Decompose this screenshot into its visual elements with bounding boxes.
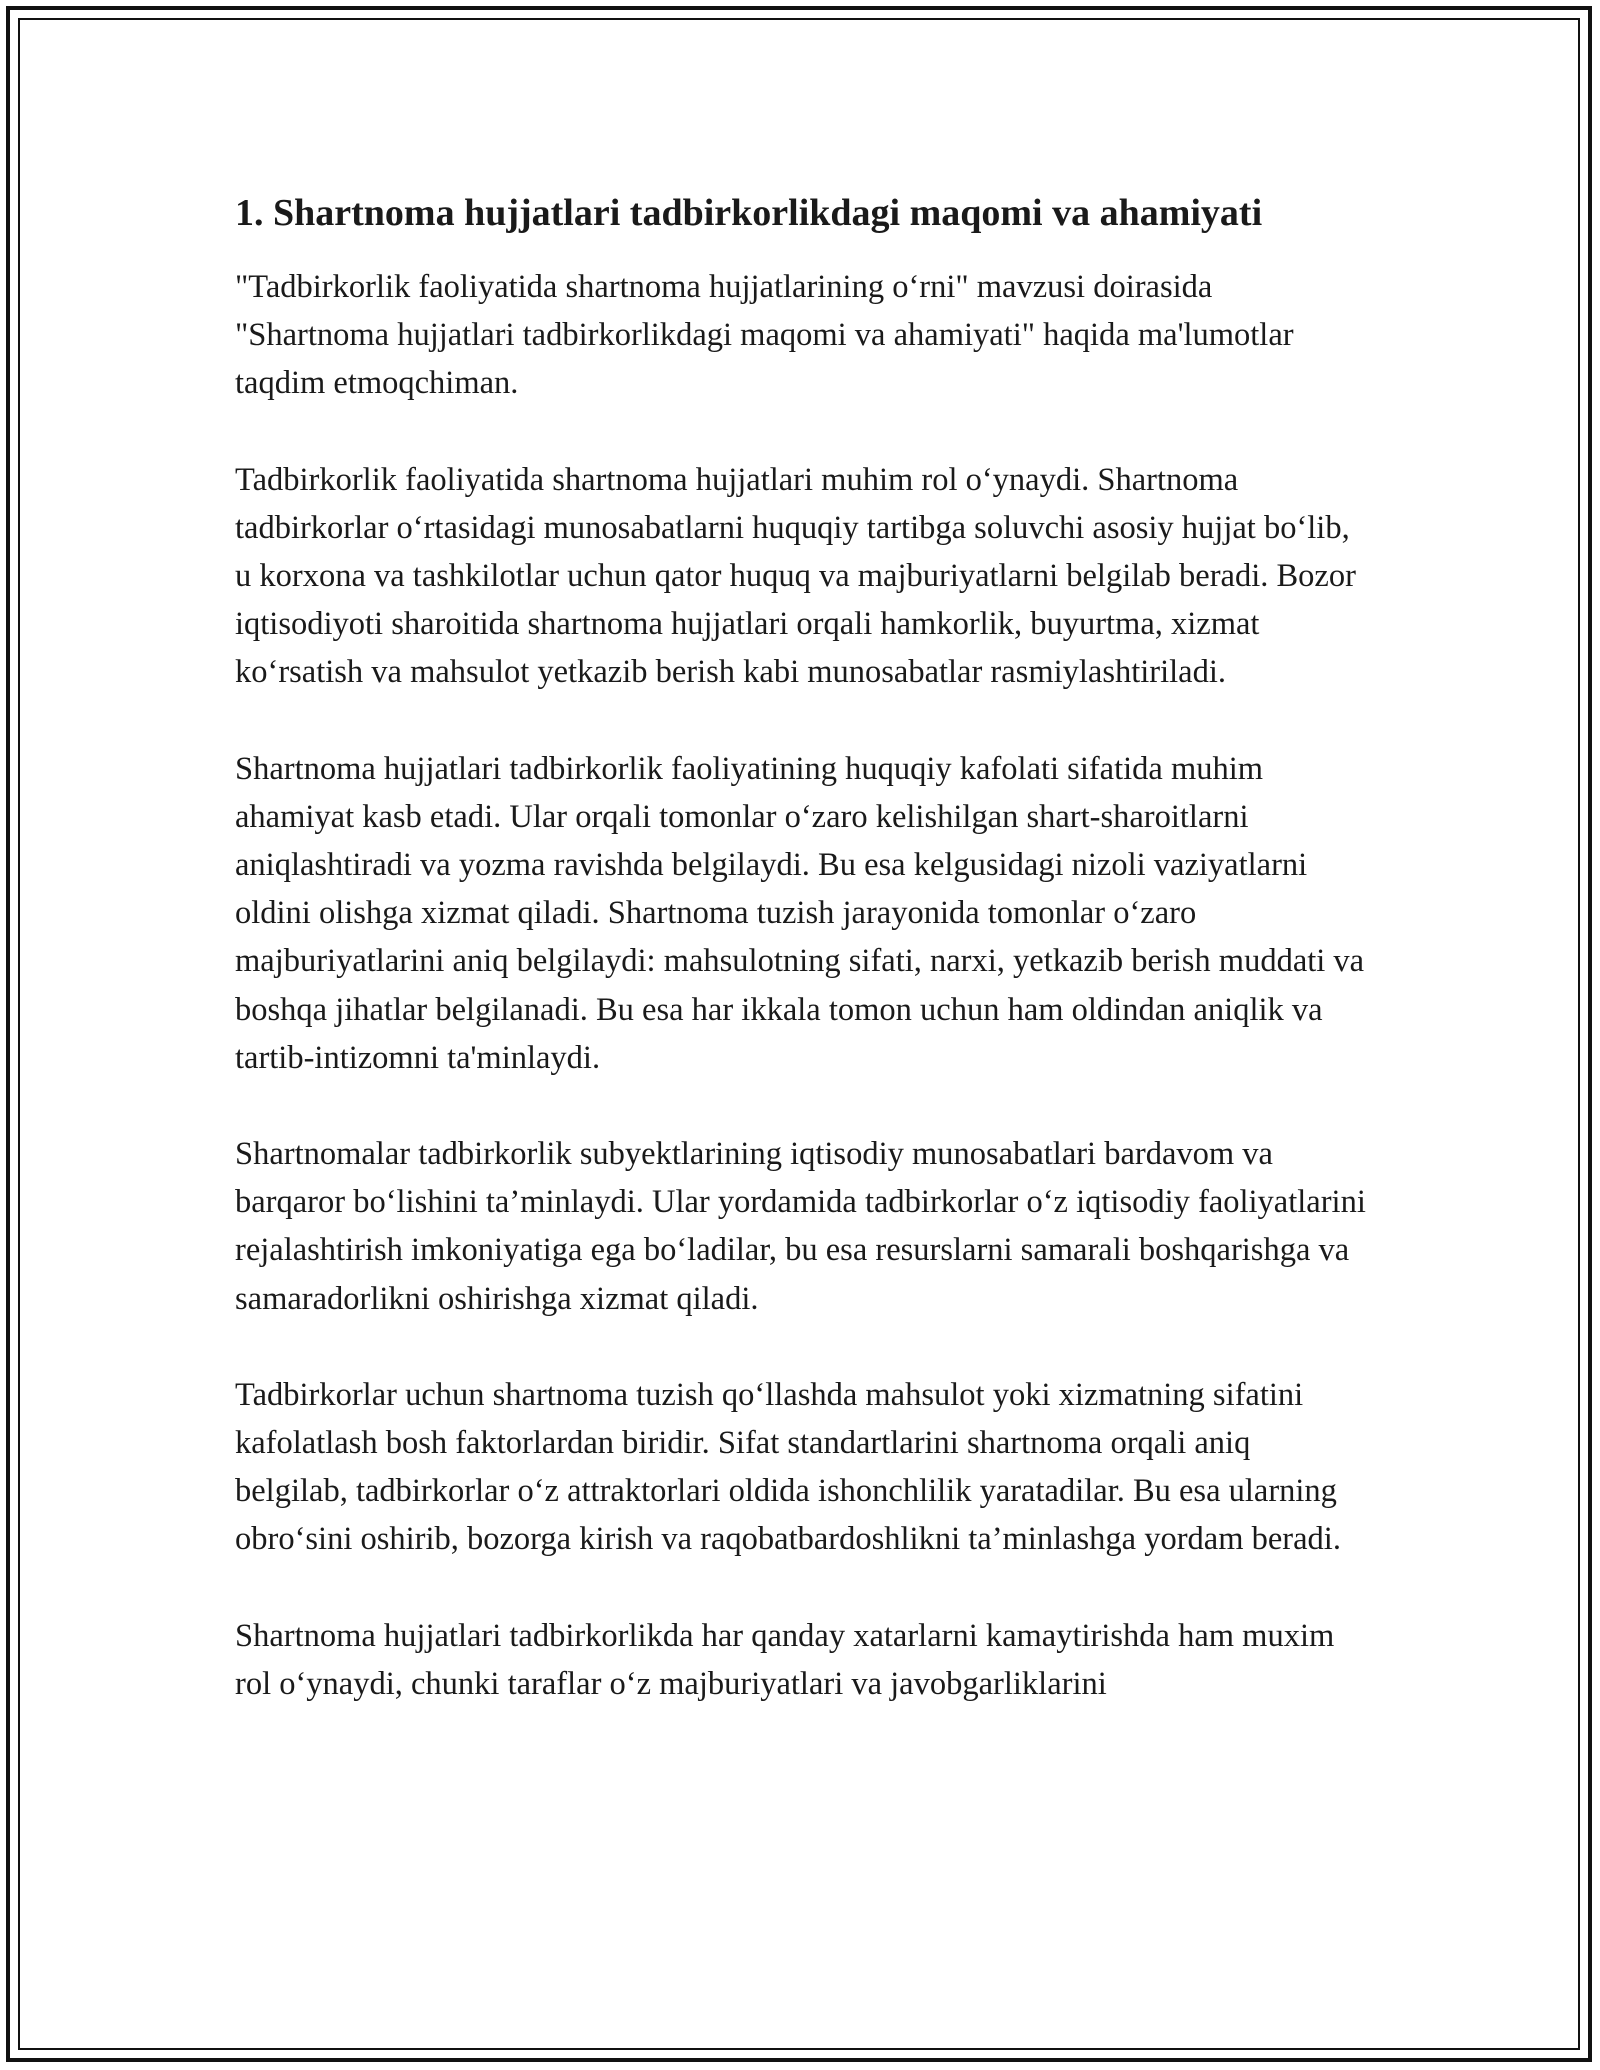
paragraph-risk: Shartnoma hujjatlari tadbirkorlikda har qanday xatarlarni kamaytirishda ham muxim rol o‘ynaydi, chunki taraflar o‘z majburiyatlari va javobgarliklarini	[235, 1617, 1335, 1702]
paragraph-legal-guarantee: Shartnoma hujjatlari tadbirkorlik faoliyatining huquqiy kafolati sifatida muhim ahamiyat kasb etadi. Ular orqali tomonlar o‘zaro kelishilgan shart-sharoitlarni aniqlashtiradi va yozma ravishda belgilaydi. Bu esa kelgusidagi nizoli vaziyatlarni oldini olishga xizmat qiladi. Shartnoma tuzish jarayonida tomonlar o‘zaro majburiyatlarini aniq belgilaydi: mahsulotning sifati, narxi, yetkazib berish muddati va boshqa jihatlar belgilanadi. Bu esa har ikkala tomon uchun ham oldindan aniqlik va tartib-intizomni ta'minlaydi.	[235, 750, 1365, 1076]
paragraph-intro: "Tadbirkorlik faoliyatida shartnoma hujjatlarining o‘rni" mavzusi doirasida "Shartnoma hujjatlari tadbirkorlikdagi maqomi va ahamiyati" haqida ma'lumotlar taqdim etmoqchiman.	[235, 269, 1294, 402]
paragraph-role: Tadbirkorlik faoliyatida shartnoma hujjatlari muhim rol o‘ynaydi. Shartnoma tadbirkorlar o‘rtasidagi munosabatlarni huquqiy tartibga soluvchi asosiy hujjat bo‘lib, u korxona va tashkilotlar uchun qator huquq va majburiyatlarni belgilab beradi. Bozor iqtisodiyoti sharoitida shartnoma hujjatlari orqali hamkorlik, buyurtma, xizmat ko‘rsatish va mahsulot yetkazib berish kabi munosabatlar rasmiylashtiriladi.	[235, 461, 1356, 691]
document-body	[235, 186, 1370, 1708]
section-heading: 1. Shartnoma hujjatlari tadbirkorlikdagi maqomi va ahamiyati	[235, 192, 1263, 234]
paragraph-quality: Tadbirkorlar uchun shartnoma tuzish qo‘llashda mahsulot yoki xizmatning sifatini kafolatlash bosh faktorlardan biridir. Sifat standartlarini shartnoma orqali aniq belgilab, tadbirkorlar o‘z attraktorlari oldida ishonchlilik yaratadilar. Bu esa ularning obro‘sini oshirib, bozorga kirish va raqobatbardoshlikni ta’minlashga yordam beradi.	[235, 1376, 1341, 1558]
paragraph-stability: Shartnomalar tadbirkorlik subyektlarining iqtisodiy munosabatlari bardavom va barqaror bo‘lishini ta’minlaydi. Ular yordamida tadbirkorlar o‘z iqtisodiy faoliyatlarini rejalashtirish imkoniyatiga ega bo‘ladilar, bu esa resurslarni samarali boshqarishga va samaradorlikni oshirishga xizmat qiladi.	[235, 1136, 1366, 1317]
